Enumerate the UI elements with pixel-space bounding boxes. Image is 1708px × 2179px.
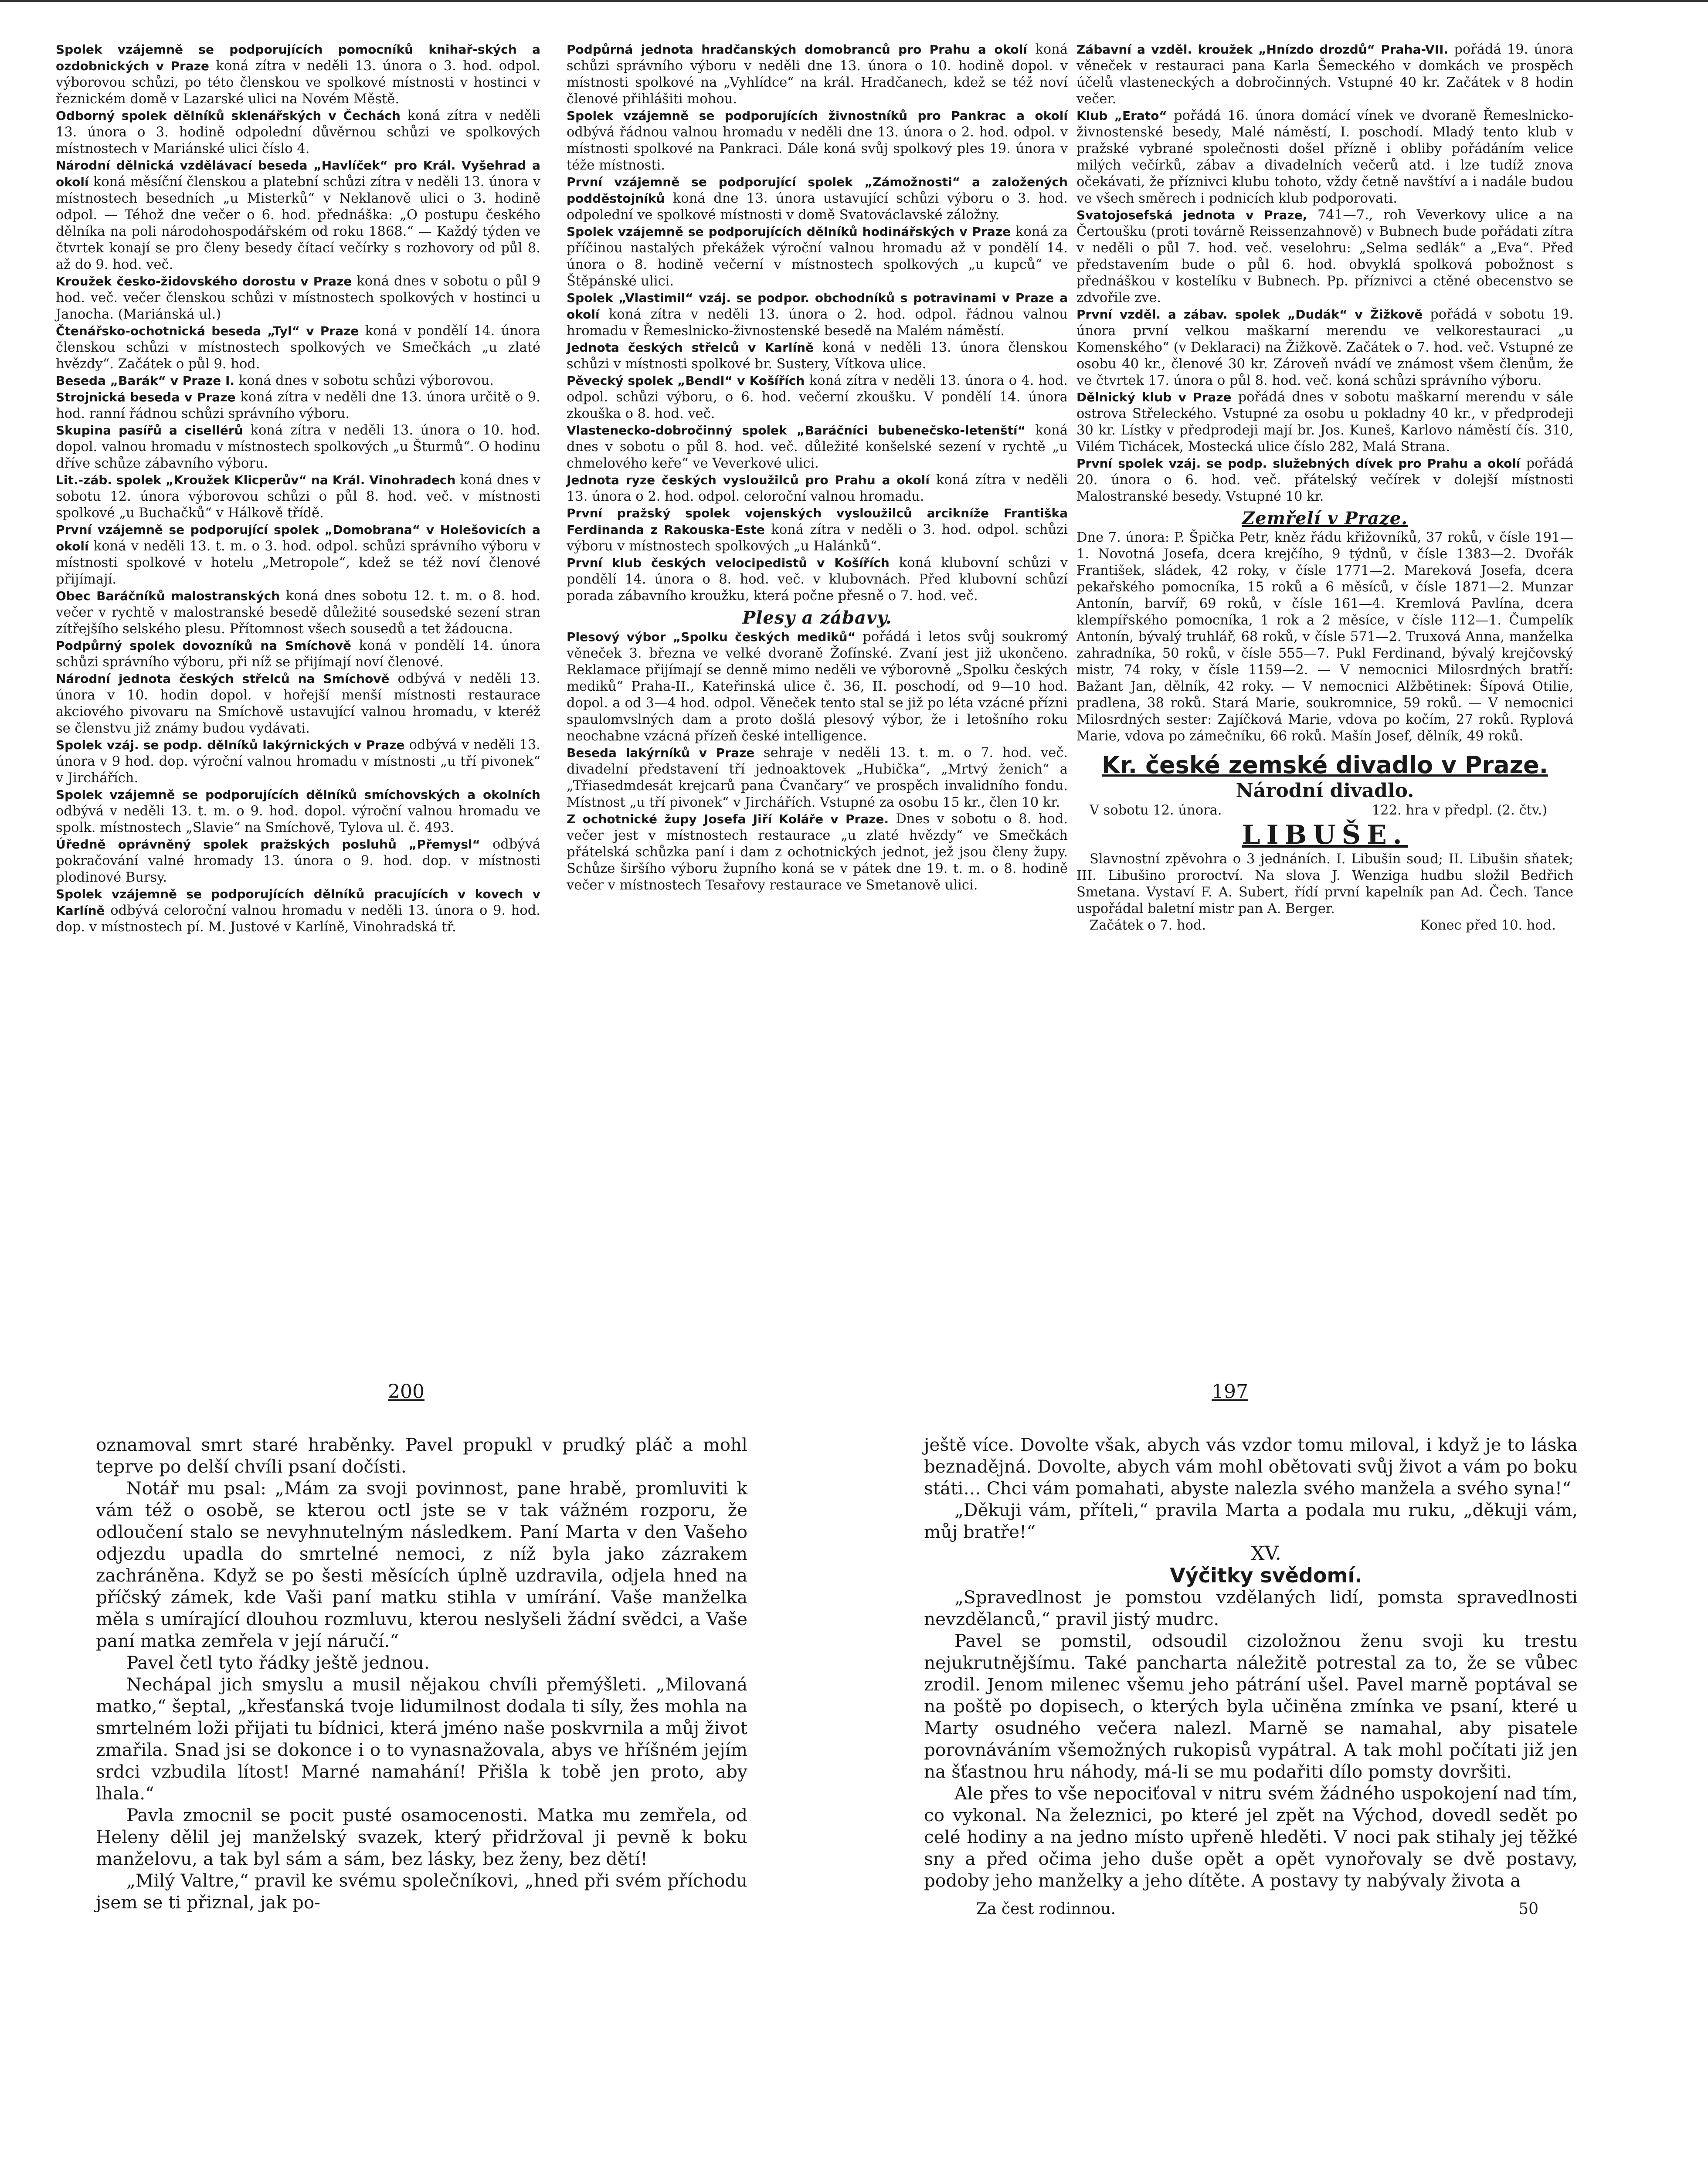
notice-entry [56,273,540,323]
notice-text: koná dnes v sobotu 12. února výborovou schůzi o půl 8. hod. več. v místnosti spolkové „u Buchačků“ v Hálkově třídě. [56,472,540,521]
book-paragraph: Pavla zmocnil se pocit pusté osamocenosti. Matka mu zemřela, od Heleny dělil jej manželský svazek, který přidržoval ji pevně k boku manželovu, a tak byl sám a sám, bez lásky, bez ženy, bez dětí! [96,1805,747,1869]
notice-heading: Z ochotnické župy Josefa Jiří Koláře v Praze. [567,812,889,826]
section-heading: Zemřelí v Praze. [1242,508,1408,529]
notice-text: koná měsíční členskou a platební schůzi zítra v neděli 13. února v místnostech besedních „u Misterků“ v Neklanově ulici o 3. hodině odpol. — Téhož dne večer o 6. hod. přednáška: „O postupu českého dělníka na poli národohospodářském od roku 1868.“ — Každý týden ve čtvrtek konají se pro členy besedy čítací večírky s rozhovory od půl 8. až do 9. hod. več. [56,174,540,272]
notice-entry [56,422,540,472]
notice-heading: Spolek vzájemně se podporujících živnostníků pro Pankrac a okolí [567,109,1068,123]
notice-heading: Odborný spolek dělníků sklenářských v Čechách [56,109,401,123]
notice-text: pořádá 20. února o 6. hod. več. přátelský večírek v dolejší místnosti Malostranské besedy. Vstupné 10 kr. [1076,456,1573,504]
book-paragraph: oznamoval smrt staré hraběnky. Pavel propukl v prudký pláč a mohl teprve po delší chvíli psaní dočísti. [96,1434,747,1477]
notice-heading: První vzájemně se podporující spolek „Zámožnosti“ a založených podděstojníků [567,175,1068,206]
page-footer [924,1898,1578,1920]
book-paragraph: ještě více. Dovolte však, abych vás vzdor tomu miloval, i když je to láska beznadějná. Dovolte, abych vám mohl obětovati svůj život a vám po boku státi… Chci vám pomahati, abyste nalezla svého manžela a svého syna!“ [924,1434,1578,1499]
book-paragraph: „Milý Valtre,“ pravil ke svému společníkovi, „hned při svém příchodu jsem se ti přiznal, jak po- [96,1870,747,1913]
book-page-right-body [924,1434,1578,1891]
notice-heading: Spolek vzájemně se podporujících dělníků pracujících v kovech v Karlíně [56,887,540,918]
chapter-title: Výčitky svědomí. [1170,1564,1362,1587]
book-paragraph: Pavel četl tyto řádky ještě jednou. [126,1652,430,1673]
notice-entry [56,522,540,588]
notice-text: pořádá 19. února věneček v restauraci pana Karla Šemeckého v domkách ve prospěch účelů vlasteneckých a dobročinných. Vstupné 40 kr. Začátek v 8 hodin večer. [1076,42,1573,107]
notice-entry [567,629,1068,745]
notice-text: 741—7., roh Veverkovy ulice a na Čertoušku (proti továrně Reissenzahnově) v Bubnech bude pořádati zítra v neděli o půl 7. hod. več. veselohru: „Selma sedlák“ a „Eva“. Před představením bude o půl 6. hod. obvyklá spolková pobožnost s přednáškou v kostelíku v Bubnech. Pp. příznivci a ctěné obecenstvo se zdvořile zve. [1076,207,1573,305]
notice-heading: Skupina pasířů a cisellérů [56,423,243,438]
footer-number: 50 [1518,1900,1538,1918]
notice-heading: Spolek vzájemně se podporujících pomocníků knihař-ských a ozdobnických v Praze [56,42,540,73]
chapter-number: XV. [1251,1542,1281,1565]
notice-heading: Vlastenecko-dobročinný spolek „Baráčníci bubenečsko-letenští“ [567,423,1025,438]
notice-entry [567,41,1068,108]
notice-heading: Kroužek česko-židovského dorostu v Praze [56,274,352,288]
notice-text: odbývá v neděli 13. února v 9 hod. dop. výroční valnou hromadu v místnosti „u tří pivonek“ v Jirchářích. [56,737,540,786]
notice-entry [56,836,540,886]
notice-entry [56,671,540,737]
book-paragraph: „Spravedlnost je pomstou vzdělaných lidí, pomsta spravedlnosti nevzdělanců,“ pravil jistý mudrc. [924,1587,1578,1629]
notice-heading: První vzděl. a zábav. spolek „Dudák“ v Žižkově [1076,307,1423,322]
notice-entry [56,41,540,108]
notice-entry [56,323,540,373]
notice-entry [567,108,1068,174]
notice-entry [567,373,1068,422]
notice-entry [1076,207,1573,306]
play-title: LIBUŠE. [1242,820,1408,850]
section-heading: Plesy a zábavy. [742,608,892,628]
footer-title: Za čest rodinnou. [976,1900,1116,1918]
newspaper-column-3 [1076,41,1573,934]
notice-text: koná zítra v neděli o 3. hod. odpol. schůzi výboru v místnostech spolkových „u Halánků“. [567,522,1068,554]
notice-heading: Národní dělnická vzdělávací beseda „Havlíček“ pro Král. Vyšehrad a okolí [56,158,540,189]
notice-entry [56,373,540,389]
book-page-left [96,1434,747,1913]
notice-text: koná v neděli 13. t. m. o 3. hod. odpol. schůzi správního výboru v místnosti spolkové v hotelu „Metropole“, kdež se též noví členové přijímají. [56,539,540,587]
notice-heading: Spolek vzájemně se podporujících dělníků hodinářských v Praze [567,224,1011,239]
notice-text: koná zítra v neděli 13. února o 3. hod. odpol. výborovou schůzi, po této členskou ve spolkové místnosti v hostinci v řeznickém domě v Lazarské ulici na Novém Městě. [56,58,540,107]
theater-date: V sobotu 12. února. [1090,803,1222,818]
notice-text: pořádá 16. února domácí vínek ve dvoraně Řemeslnicko-živnostenské besedy, Malé náměstí, I. poschodí. Mladý tento klub v pražské vybrané společnosti došel přízně i obliby pořádáním velice milých večírků, zábav a divadelních večerů atd. i lze tudíž znova očekávati, že příznivci klubu tohoto, vždy četně navštíví a i nadále budou ve všech směrech i podnicích klub podporovati. [1076,108,1574,206]
notice-text: koná schůzi správního výboru v neděli dne 13. února o 10. hodině dopol. v místnosti spolkové na „Vyhlídce“ na král. Hradčanech, kdež se též noví členové přihlášiti mohou. [567,42,1068,107]
notice-entry [567,290,1068,339]
notice-entry [1076,529,1573,745]
notice-entry [1076,41,1573,108]
theater-date-line [1076,802,1573,819]
notice-text: koná v pondělí 14. února členskou schůzi v místnostech spolkových ve Smečkách „u zlaté hvězdy“. Začátek o půl 9. hod. [56,323,540,372]
notice-entry [56,108,540,157]
notice-text: odbývá řádnou valnou hromadu v neděli dne 13. února o 2. hod. odpol. v místnosti spolkové na Pankraci. Dále koná svůj spolkový ples 19. února v téže místnosti. [567,125,1068,173]
notice-heading: Jednota českých střelců v Karlíně [567,340,814,355]
notice-heading: Jednota ryze českých vysloužilců pro Prahu a okolí [567,473,930,487]
notice-text: odbývá celoroční valnou hromadu v neděli 13. února o 9. hod. dop. v místnostech pí. M. Justové v Karlíně, Vinohradská tř. [56,903,540,935]
newspaper-column-2 [567,41,1068,894]
notice-heading: Spolek vzáj. se podp. dělníků lakýrnických v Praze [56,738,405,752]
notice-text: koná zítra v neděli 13. února o 3. hodině odpolední důvěrnou schůzi ve spolkových místnostech v Mariánské ulici číslo 4. [56,108,540,156]
notice-text: koná dnes v sobotu o půl 8. hod. več. důležité konšelské sezení v rychtě „u chmelového keře“ ve Veverkové ulici. [567,423,1068,471]
notice-heading: První vzájemně se podporující spolek „Domobrana“ v Holešovicích a okolí [56,523,540,553]
notice-text: koná v neděli 13. února členskou schůzi v místnosti spolkové br. Sustery, Vítkova ulice. [567,340,1068,372]
notice-entry [567,422,1068,472]
notice-text: pořádá v sobotu 19. února první velkou maškarní merendu ve velkorestauraci „u Komenského“ (v Deklaraci) na Žižkově. Začátek o 7. hod. več. Vstupné ze osobu 40 kr., členové 30 kr. Zároveň nvádí ve známost všem členům, že ve čtvrtek 17. února o půl 8. hod. več. koná schůzi správního výboru. [1076,307,1573,388]
notice-text: koná zítra v neděli 13. února o 2. hod. odpol. řádnou valnou hromadu v Řemeslnicko-živnostenské besedě na Malém náměstí. [567,307,1068,339]
theater-end: Konec před 10. hod. [1420,918,1556,933]
notice-text: koná dne 13. února ustavující schůzi výboru o 3. hod. odpolední ve spolkové místnosti v domě Svatováclavské záložny. [567,191,1068,223]
book-paragraph: Ale přes to vše nepociťoval v nitru svém žádného uspokojení nad tím, co vykonal. Na železnici, po které jel zpět na Východ, dovedl sedět po celé hodiny a na jedno místo upřeně hleděti. V noci pak stihaly jej těžké sny a před očima jeho duše opět a opět vynořovaly se dvě postavy, podoby jeho manželky a jeho dítěte. A postavy ty nabývaly života a [924,1783,1578,1891]
notice-heading: Spolek vzájemně se podporujících dělníků smíchovských a okolních [56,787,540,802]
notice-text: Dnes v sobotu o 8. hod. večer jest v místnostech restaurace „u zlaté hvězdy“ ve Smečkách přátelská schůzka paní i dam z ochotnických jednot, jež jsou členy župy. Schůze širšího výboru župního koná se v pátek dne 19. t. m. o 8. hodině večer v místnostech Tesařovy restaurace ve Smetanově ulici. [567,811,1068,893]
notice-heading: Zábavní a vzděl. kroužek „Hnízdo drozdů“ Praha-VII. [1076,42,1449,57]
notice-text: koná zítra v neděli 13. února o 4. hod. odpol. schůzi výboru, o 6. hod. večerní zkoušku. V pondělí 14. února zkouška o 8. hod. več. [567,373,1068,421]
notice-heading: Podpůrný spolek dovozníků na Smíchově [56,638,351,653]
book-paragraph: Notář mu psal: „Mám za svoji povinnost, pane hrabě, promluviti k vám též o osobě, se kterou octl jste se v tak vážném rozporu, že odloučení stalo se nevyhnutelným následkem. Paní Marta v den Vašeho odjezdu upadla do smrtelné nemoci, z níž byla jako zázrakem zachráněna. Když se po šesti měsících úplně uzdravila, odjela hned na příčský zámek, kde Vaši paní matku stihla v umírání. Vaše manželka měla s umírající dlouhou rozmluvu, kterou neslyšeli žádní svědci, a Vaše paní matka zemřela v její náručí.“ [96,1478,747,1651]
notice-text: sehraje v neděli 13. t. m. o 7. hod. več. divadelní představení tří jednoaktovek „Hubička“, „Mrtvý ženich“ a „Třiasedmdesát krejcarů pana Čvančary“ ve prospěch invalidního fondu. Místnost „u tří pivonek“ v Jirchářích. Vstupné za osobu 15 kr., člen 10 kr. [567,745,1068,810]
notice-entry [567,174,1068,224]
notice-text: pořádá dnes v sobotu maškarní merendu v sále ostrova Střeleckého. Vstupné za osobu u pokladny 40 kr., v předprodeji 30 kr. Lístky v předprodeji mají br. Jos. Kuneš, Karlovo náměstí čís. 310, Vilém Tichácek, Mostecká ulice číslo 282, Malá Strana. [1076,390,1573,455]
notice-heading: Plesový výbor „Spolku českých mediků“ [567,630,856,644]
notice-text: koná v pondělí 14. února schůzi správního výboru, při níž se přijímají noví členové. [56,638,540,670]
theater-announcement [1076,751,1573,934]
notice-text: koná zítra v neděli 13. února o 10. hod. dopol. valnou hromadu v místnostech spolkových „u Šturmů“. O hodinu dříve schůze zábavního výboru. [56,423,540,471]
notice-heading: Klub „Erato“ [1076,109,1167,123]
notice-entry [1076,389,1573,455]
theater-performance: 122. hra v předpl. (2. čtv.) [1372,803,1547,818]
notice-heading: Čtenářsko-ochotnická beseda „Tyl“ v Praze [56,324,359,338]
notice-heading: Svatojosefská jednota v Praze, [1076,208,1307,222]
notice-heading: První klub českých velocipedistů v Košířích [567,556,890,570]
notice-heading: Národní jednota českých střelců na Smíchově [56,672,390,686]
notice-entry [567,505,1068,555]
notice-entry [567,745,1068,811]
notice-text: odbývá pokračování valné hromady 13. února o 9. hod. dop. v místnosti plodinové Bursy. [56,837,540,885]
notice-heading: První spolek vzáj. se podp. služebných dívek pro Prahu a okolí [1076,456,1521,471]
notice-entry [56,472,540,522]
notice-entry [567,224,1068,290]
notice-text: koná klubovní schůzi v pondělí 14. února o 8. hod. več. v klubovnách. Před klubovní schůzí porada zábavního kroužku, která počne přesně o 7. hod. več. [567,555,1068,604]
notice-heading: Beseda „Barák“ v Praze I. [56,373,235,388]
notice-heading: První pražský spolek vojenských vysloužilců arcikníže Františka Ferdinanda z Rakouska-Este [567,506,1068,537]
book-paragraph: „Děkuji vám, příteli,“ pravila Marta a podala mu ruku, „děkuji vám, můj bratře!“ [924,1500,1578,1542]
notice-entry [1076,108,1573,207]
notice-entry [567,555,1068,604]
notice-heading: Dělnický klub v Praze [1076,390,1232,404]
notice-heading: Beseda lakýrníků v Praze [567,746,755,760]
notice-text: odbývá v neděli 13. února v 10. hodin dopol. v hořejší menší místnosti restaurace akciového pivovaru na Smíchově ustavující valnou hromadu, v kteréž se členstvu již známy budou vydávati. [56,671,540,736]
notice-text: koná dnes v sobotu o půl 9 hod. več. večer členskou schůzi v místnostech spolkových v hostinci u Janocha. (Mariánská ul.) [56,274,540,322]
notice-text: koná dnes sobotu 12. t. m. o 8. hod. večer v rychtě v malostranské besedě důležité sousedské sezení stran zítřejšího selského plesu. Přítomnost všech sousedů a tet žádoucna. [56,588,541,637]
notice-entry [567,811,1068,894]
newspaper-column-1 [56,41,540,936]
theater-subtitle: Národní divadlo. [1236,780,1414,802]
notice-entry [56,588,540,638]
notice-entry [567,339,1068,373]
notice-text: koná zítra v neděli dne 13. února určitě o 9. hod. ranní řádnou schůzi správního výboru. [56,390,540,421]
notice-entry [56,886,540,936]
theater-start: Začátek o 7. hod. [1090,918,1206,933]
notice-entry [567,472,1068,505]
notice-heading: Lit.-záb. spolek „Kroužek Klicperův“ na Král. Vinohradech [56,473,456,487]
notice-entry [1076,455,1573,505]
notice-text: koná zítra v neděli 13. února o 2. hod. odpol. celoroční valnou hromadu. [567,472,1068,504]
play-description: Slavnostní zpěvohra o 3 jednáních. I. Libušin soud; II. Libušin sňatek; III. Libušino proroctví. Na slova J. Wenziga hudbu složil Bedřich Smetana. Vystaví F. A. Subert, řídí první kapelník pan Ad. Čech. Tance uspořádal baletní mistr pan A. Berger. [1076,852,1573,916]
notice-heading: Strojnická beseda v Praze [56,390,236,404]
page-number-left: 200 [388,1381,424,1403]
book-page-right [924,1434,1578,1920]
notice-heading: Podpůrná jednota hradčanských domobranců pro Prahu a okolí [567,42,1027,57]
notice-entry [56,389,540,422]
notice-heading: Úředně oprávněný spolek pražských posluhů „Přemysl“ [56,837,480,852]
theater-title: Kr. české zemské divadlo v Praze. [1101,751,1548,779]
book-paragraph: Nechápal jich smyslu a musil nějakou chvíli přemýšleti. „Milovaná matko,“ šeptal, „křesťanská tvoje lidumilnost dodala ti síly, žes mohla na smrtelném loži přijati tu bídnici, která jméno naše poskvrnila a můj život zmařila. Snad jsi se dokonce i o to vynasnažovala, abys ve hříšném jejím srdci vzbudila lítost! Marné namahání! Přišla k tobě jen proto, aby lhala.“ [96,1674,747,1804]
notice-heading: Obec Baráčníků malostranských [56,589,280,603]
theater-times [1076,917,1573,934]
notice-text: odbývá v neděli 13. t. m. o 9. hod. dopol. výroční valnou hromadu ve spolk. místnostech „Slavie“ na Smíchově, Tylova ul. č. 493. [56,804,540,835]
notice-entry [56,737,540,787]
column-3-entries [1076,41,1573,745]
notice-entry [56,787,540,836]
notice-heading: Spolek „Vlastimil“ vzáj. se podpor. obchodníků s potravinami v Praze a okolí [567,291,1068,322]
notice-text: pořádá i letos svůj soukromý věneček 3. března ve velké dvoraně Žofínské. Zvaní jest již ukončeno. Reklamace přijímají se denně mimo neděli ve výborovně „Spolku českých mediků“ Praha-II., Kateřinská ulice č. 36, II. poschodí, od 9—10 hod. dopol. a od 3—4 hod. odpol. Věneček tento stal se již po léta vzácné přízni spaulomvslných dam a proto došlá plesový výbor, že i letošního roku neochabne vzácná přízeň české intelligence. [567,629,1068,744]
notice-heading: Pěvecký spolek „Bendl“ v Košířích [567,373,805,388]
notice-text: Dne 7. února: P. Špička Petr, kněz řádu křižovníků, 37 roků, v čísle 191—1. Novotná Josefa, dcera krejčího, 9 týdnů, v čísle 1383—2. Dvořák František, sládek, 42 roky, v čísle 1771—2. Mareková Josefa, dcera pekařského pomocníka, 15 roků a 6 měsíců, v čísle 1871—2. Munzar Antonín, barvíř, 69 roků, v čísle 161—4. Kremlová Pavlína, dcera klempířského pomocníka, 1 rok a 2 měsíce, v čísle 112—1. Čumpelík Antonín, bývalý truhlář, 68 roků, v čísle 571—2. Truxová Anna, manželka zahradníka, 50 roků, v čísle 555—7. Pukl Ferdinand, bývalý krejčovský mistr, 74 roky, v čísle 1159—2. — V nemocnici Milosrdných bratří: Bažant Jan, dělník, 42 roky. — V nemocnici Alžbětinek: Šípová Otilie, pradlena, 38 roků. Stará Marie, soukromnice, 59 roků. — V nemocnici Milosrdných sester: Zajíčková Marie, vdova po kočím, 27 roků. Ryplová Marie, vdova po zámečníku, 66 roků. Mašín Josef, dělník, 49 roků. [1076,530,1573,744]
notice-text: koná za příčinou nastalých překážek výroční valnou hromadu až v pondělí 14. února o 8. hodině večerní v místnostech spolkových „u kupců“ ve Štěpánské ulici. [567,224,1068,289]
notice-entry [1076,306,1573,389]
notice-text: koná dnes v sobotu schůzi výborovou. [234,373,494,388]
book-paragraph: Pavel se pomstil, odsoudil cizoložnou ženu svoji ku trestu nejukrutnějšímu. Také pancharta náležitě potrestal za to, že se vůbec zrodil. Jenom milenec všemu jeho pátrání ušel. Pavel marně poptával se na poště po dopisech, o kterých byla učiněna zmínka ve psaní, které u Marty osudného večera nalezl. Marně se namahal, aby pisatele porovnáváním všemožných rukopisů vypátral. A tak mohl počítati již jen na šťastnou hru náhody, má-li se mu podařiti dílo pomsty dovršiti. [924,1630,1578,1782]
notice-entry [56,157,540,273]
notice-entry [56,638,540,671]
page-number-right: 197 [1212,1381,1248,1403]
